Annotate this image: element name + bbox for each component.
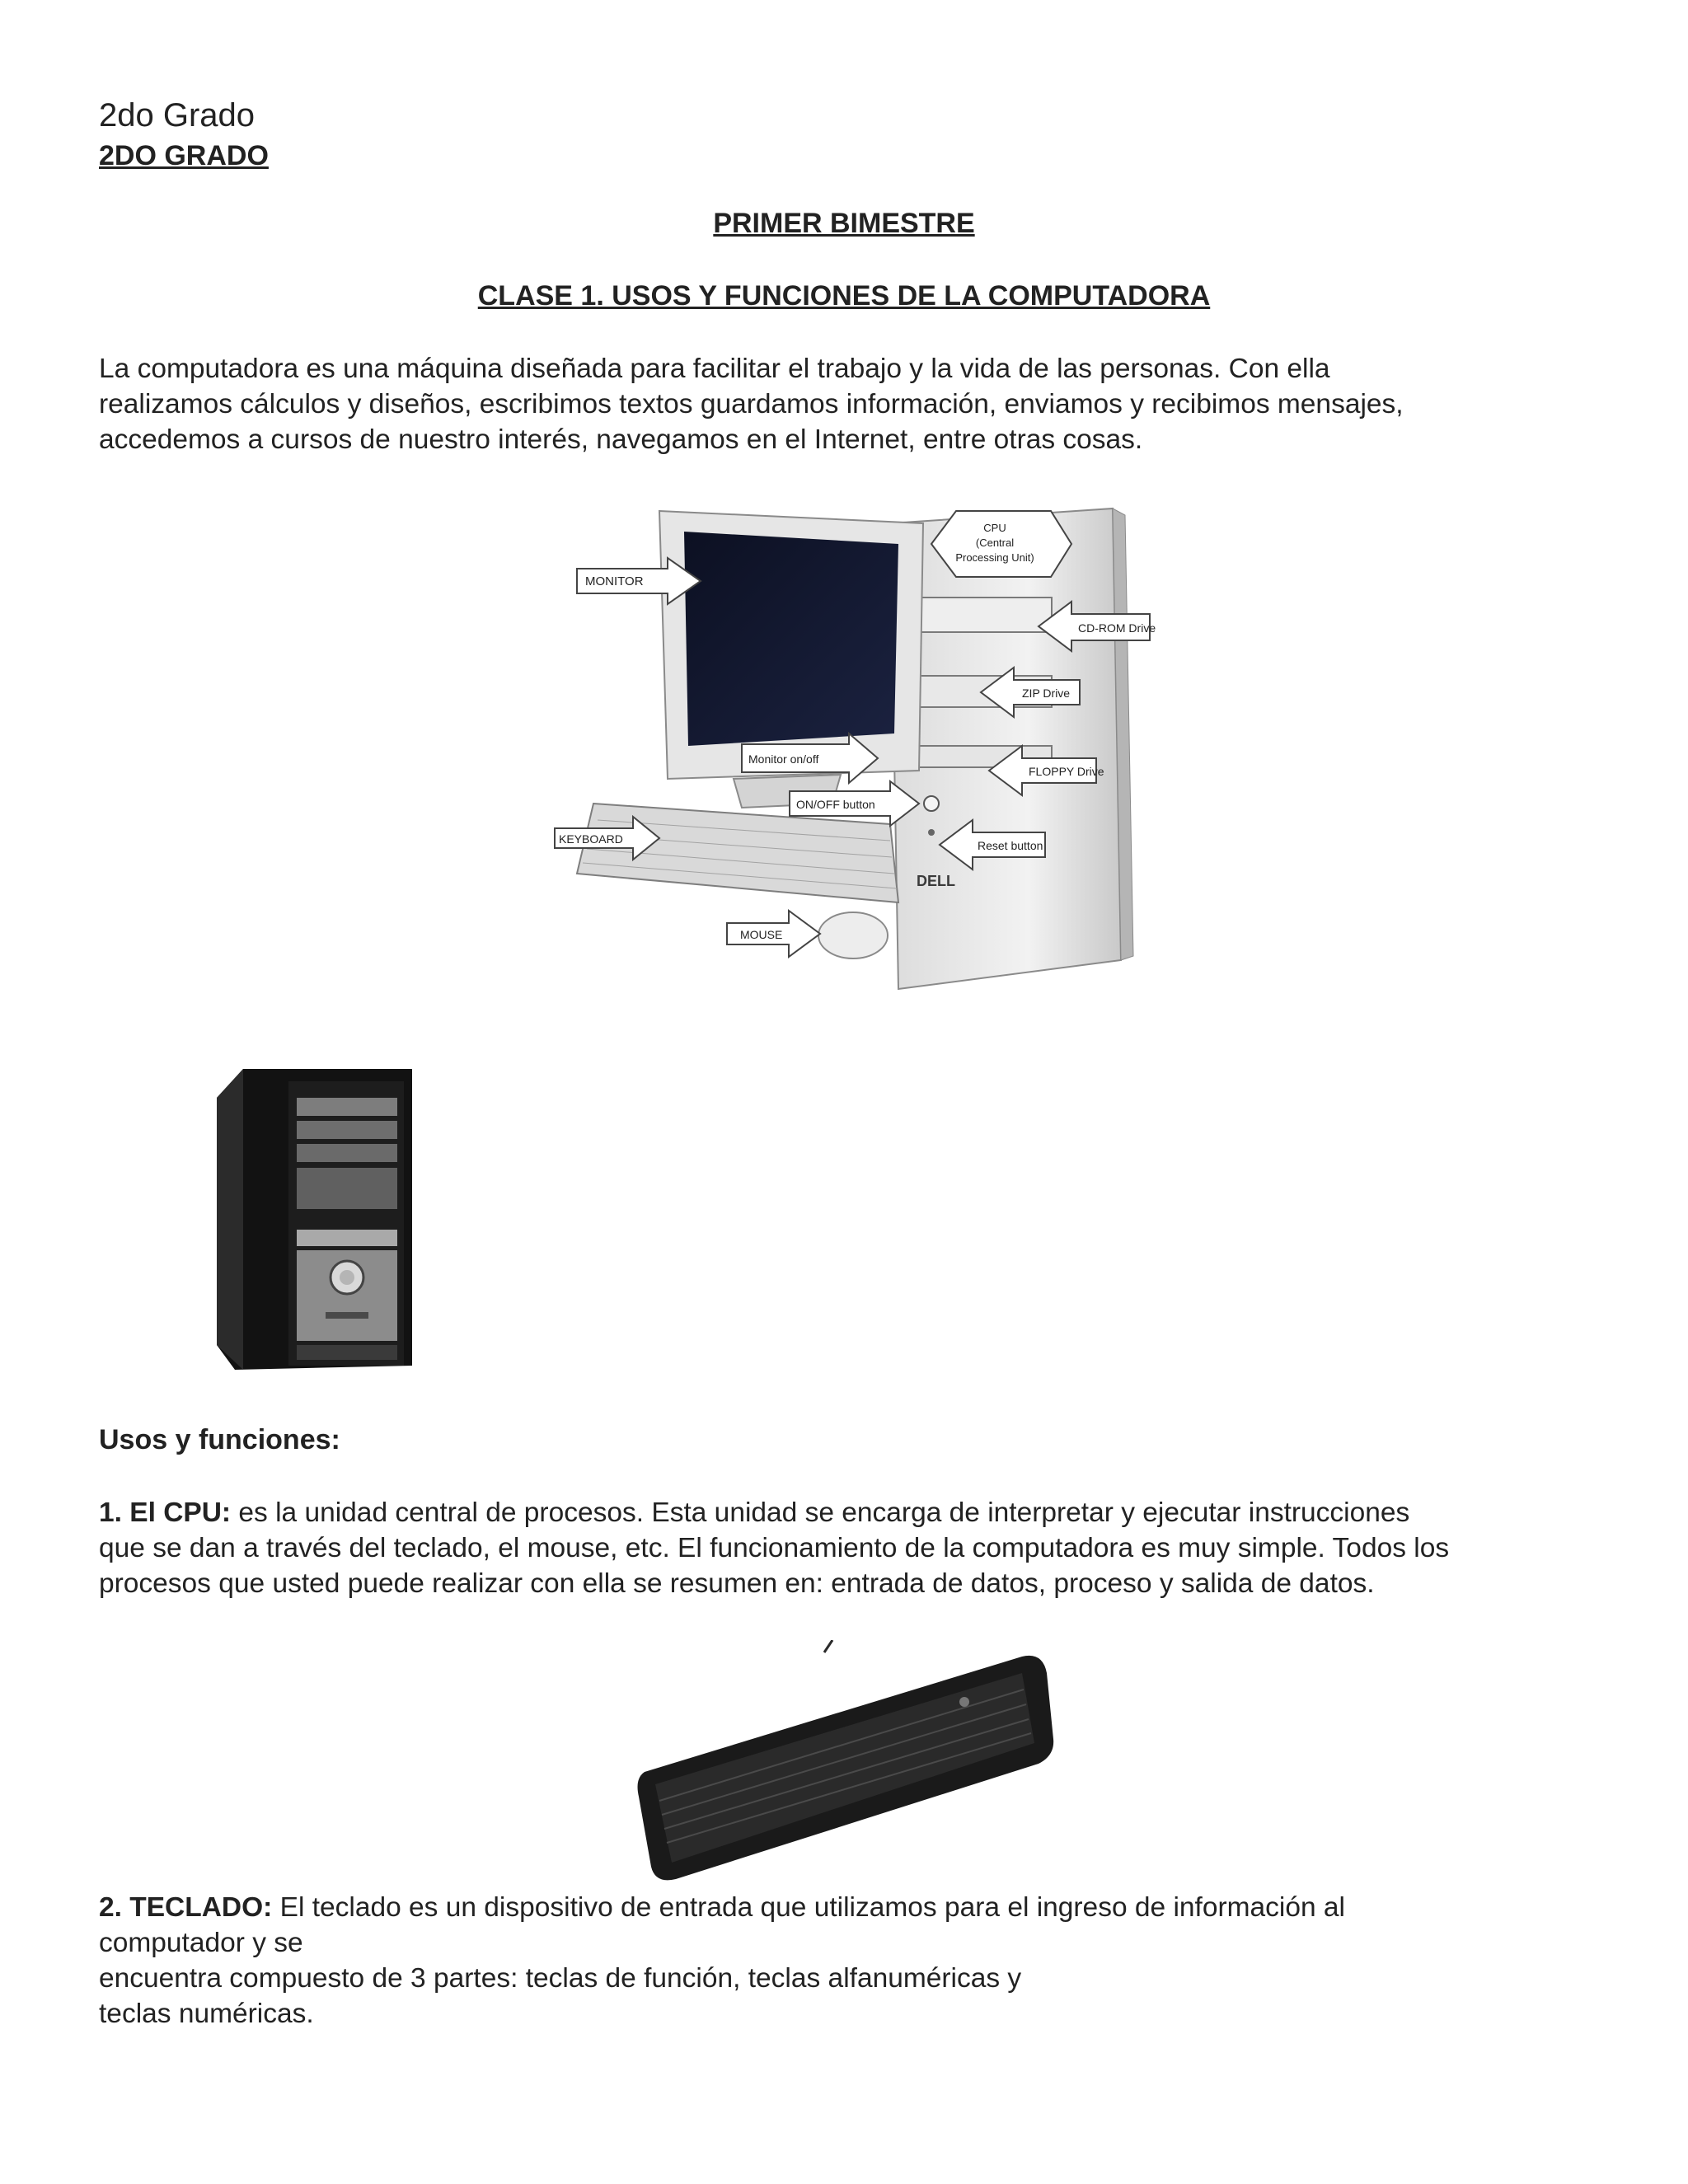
keyboard-line: teclas numéricas. [99, 1999, 314, 2029]
reset-button [928, 829, 935, 836]
computer-parts-diagram [544, 499, 1162, 1001]
label-cpu [931, 511, 1071, 577]
keyboard-line: encuentra compuesto de 3 partes: teclas de función, teclas alfanuméricas y [99, 1963, 1022, 1994]
label-mouse [727, 911, 820, 957]
cpu-line: es la unidad central de procesos. Esta unidad se encarga de interpretar y ejecutar instrucciones [231, 1497, 1410, 1528]
cpu-line: procesos que usted puede realizar con ella se resumen en: entrada de datos, proceso y salida de datos. [99, 1568, 1375, 1599]
document-subtitle: 2DO GRADO [99, 140, 269, 171]
svg-text:Monitor on/off: Monitor on/off [748, 752, 819, 766]
svg-text:CD-ROM Drive: CD-ROM Drive [1078, 621, 1156, 635]
cpu-paragraph [99, 1495, 1607, 1601]
svg-text:ON/OFF button: ON/OFF button [796, 798, 875, 811]
keyboard-paragraph [99, 1890, 1607, 2032]
brand-logo: DELL [917, 873, 955, 889]
uses-title: Usos y funciones: [99, 1424, 340, 1455]
power-button [924, 796, 939, 811]
svg-text:ZIP Drive: ZIP Drive [1022, 687, 1071, 700]
svg-text:MOUSE: MOUSE [740, 928, 783, 941]
document-title: 2do Grado [99, 97, 256, 134]
monitor-screen [684, 532, 898, 746]
svg-text:FLOPPY Drive: FLOPPY Drive [1029, 765, 1104, 778]
keyboard-image [577, 804, 898, 902]
svg-text:KEYBOARD: KEYBOARD [559, 832, 623, 846]
keyboard-label: 2. TECLADO: [99, 1892, 273, 1923]
keyboard-line: computador y se [99, 1928, 303, 1958]
svg-text:Processing Unit): Processing Unit) [955, 551, 1034, 564]
lesson-heading: CLASE 1. USOS Y FUNCIONES DE LA COMPUTADORA [477, 280, 1211, 312]
cpu-label: 1. El CPU: [99, 1497, 232, 1528]
cpu-tower-image [210, 1065, 416, 1374]
cpu-line: que se dan a través del teclado, el mouse, etc. El funcionamiento de la computadora es muy simple. Todos los [99, 1533, 1450, 1563]
cdrom-bay [903, 598, 1052, 632]
intro-paragraph [99, 351, 1607, 457]
keyboard-line: El teclado es un dispositivo de entrada que utilizamos para el ingreso de información al [272, 1892, 1345, 1923]
mouse-image [818, 912, 888, 958]
intro-line: realizamos cálculos y diseños, escribimos textos guardamos información, enviamos y recibimos mensajes, [99, 389, 1404, 419]
svg-text:MONITOR: MONITOR [585, 574, 644, 588]
intro-line: accedemos a cursos de nuestro interés, navegamos en el Internet, entre otras cosas. [99, 424, 1143, 455]
term-heading: PRIMER BIMESTRE [713, 208, 975, 239]
intro-line: La computadora es una máquina diseñada para facilitar el trabajo y la vida de las personas. Con ella [99, 354, 1330, 384]
svg-text:CPU: CPU [983, 522, 1006, 534]
keyboard-photo [635, 1640, 1055, 1887]
svg-text:(Central: (Central [975, 537, 1015, 549]
svg-text:Reset button: Reset button [978, 839, 1043, 852]
